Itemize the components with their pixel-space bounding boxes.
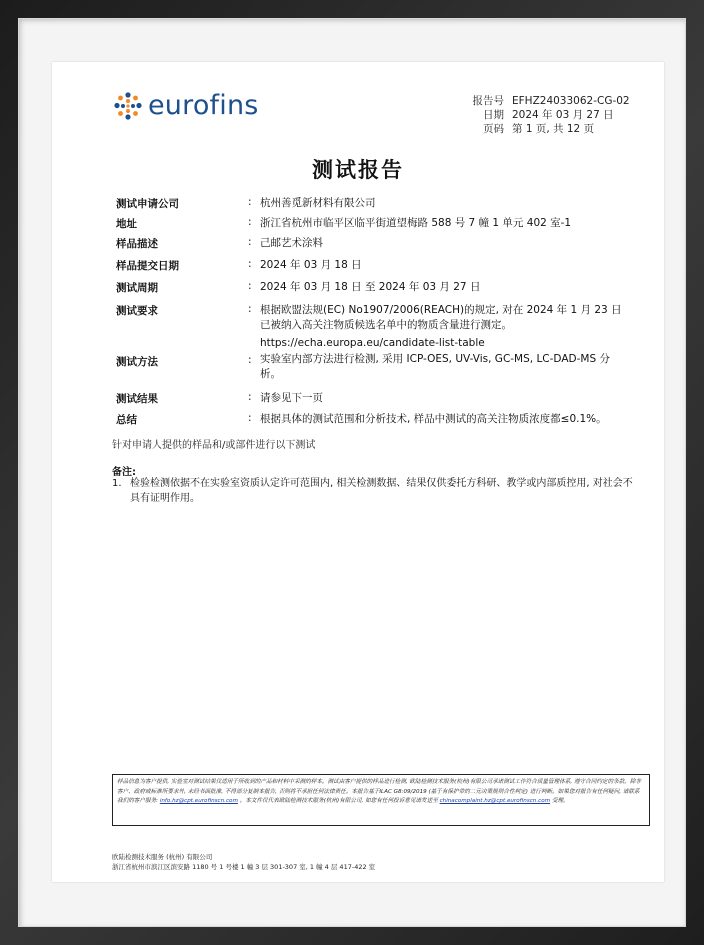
- report-date: 2024 年 03 月 27 日: [512, 109, 614, 121]
- complaint-email-link[interactable]: chinacomplaint.hz@cpt.eurofinscn.com: [439, 798, 551, 804]
- field-colon: :: [248, 391, 252, 403]
- eurofins-logo: [112, 88, 259, 124]
- field-label: 测试结果: [116, 393, 158, 405]
- candidate-list-url: https://echa.europa.eu/candidate-list-table: [260, 337, 485, 349]
- field-colon: :: [248, 236, 252, 248]
- field-label: 样品描述: [116, 238, 158, 250]
- report-meta: [466, 94, 630, 136]
- field-colon: :: [248, 196, 252, 208]
- field-label: 测试周期: [116, 282, 158, 294]
- field-colon: :: [248, 354, 252, 366]
- eurofins-logo-icon: [112, 90, 144, 122]
- field-value: 浙江省杭州市临平区临平街道望梅路 588 号 7 幢 1 单元 402 室-1: [260, 217, 572, 229]
- note-text: 检验检测依据不在实验室资质认定许可范围内, 相关检测数据、结果仅供委托方科研、教学或内部质控用, 对社会不具有证明作用。: [130, 478, 633, 504]
- date-label: 日期: [483, 109, 504, 121]
- field-colon: :: [248, 412, 252, 424]
- field-value: 实验室内部方法进行检测, 采用 ICP-OES, UV-Vis, GC-MS, LC-DAD-MS 分析。: [260, 353, 610, 380]
- info-email-link[interactable]: info.hz@cpt.eurofinscn.com: [159, 798, 238, 804]
- footer-company-address: 浙江省杭州市滨江区滨安路 1180 号 1 号楼 1 幢 3 层 301-307 室, 1 幢 4 层 417-422 室: [112, 863, 376, 871]
- field-label: 测试方法: [116, 356, 158, 368]
- field-label: 测试要求: [116, 305, 158, 317]
- field-value: 根据具体的测试范围和分析技术, 样品中测试的高关注物质浓度都≤0.1%。: [260, 413, 607, 425]
- field-value: 2024 年 03 月 18 日 至 2024 年 03 月 27 日: [260, 281, 481, 293]
- page-number: 第 1 页, 共 12 页: [512, 123, 595, 135]
- disclaimer-text: 。本文件仅代表欧陆检测技术服务(杭州)有限公司, 如您有任何投诉意见请发送至: [237, 798, 440, 804]
- field-colon: :: [248, 280, 252, 292]
- field-colon: :: [248, 303, 252, 315]
- notes-heading: 备注:: [112, 467, 136, 478]
- company-footer: [112, 852, 375, 872]
- disclaimer-text: 样品信息为客户提供, 实验室对测试结果仅适用于所收到的产品和材料中采测的样本。测试由客户提供的样品进行检测, 欧陆检测技术服务(杭州)有限公司承诺测试工作符合质量管理体系, 遵守合同约定的条款。除非客户、政府或标准所要求外, 未经书面批准, 不得部分复制本报告, 否则将不承担任何法律责任。本报告基于ILAC G8:09/2019 (基于有保护带的二元决策规则合性判定) 进行判断。如果您对报告有任何疑问, 请联系我们的客户服务:: [117, 779, 642, 804]
- report-no-label: 报告号: [472, 95, 504, 107]
- field-value: 请参见下一页: [260, 392, 323, 404]
- field-value: 2024 年 03 月 18 日: [260, 259, 362, 271]
- field-value: 己邮艺术涂料: [260, 237, 323, 249]
- disclaimer-box: [112, 774, 650, 826]
- report-no: EFHZ24033062-CG-02: [512, 95, 630, 107]
- field-label: 样品提交日期: [116, 260, 179, 272]
- field-value: 根据欧盟法规(EC) No1907/2006(REACH)的规定, 对在 2024 年 1 月 23 日已被纳入高关注物质候选名单中的物质含量进行测定。: [260, 304, 622, 331]
- logo-text: eurofins: [148, 90, 259, 121]
- document-title: 测试报告: [312, 158, 404, 182]
- field-colon: :: [248, 216, 252, 228]
- field-label: 测试申请公司: [116, 198, 179, 210]
- field-colon: :: [248, 258, 252, 270]
- disclaimer-text: 受理。: [550, 798, 569, 804]
- intro-statement: 针对申请人提供的样品和/或部件进行以下测试: [112, 440, 316, 451]
- frame-mat: [18, 18, 686, 927]
- report-page: [52, 62, 664, 882]
- field-value: 杭州善觅新材料有限公司: [260, 197, 376, 209]
- footer-company-name: 欧陆检测技术服务 (杭州) 有限公司: [112, 853, 213, 861]
- field-label: 总结: [116, 414, 137, 426]
- page-label: 页码: [483, 123, 504, 135]
- field-label: 地址: [116, 218, 137, 230]
- note-number: 1.: [112, 478, 122, 489]
